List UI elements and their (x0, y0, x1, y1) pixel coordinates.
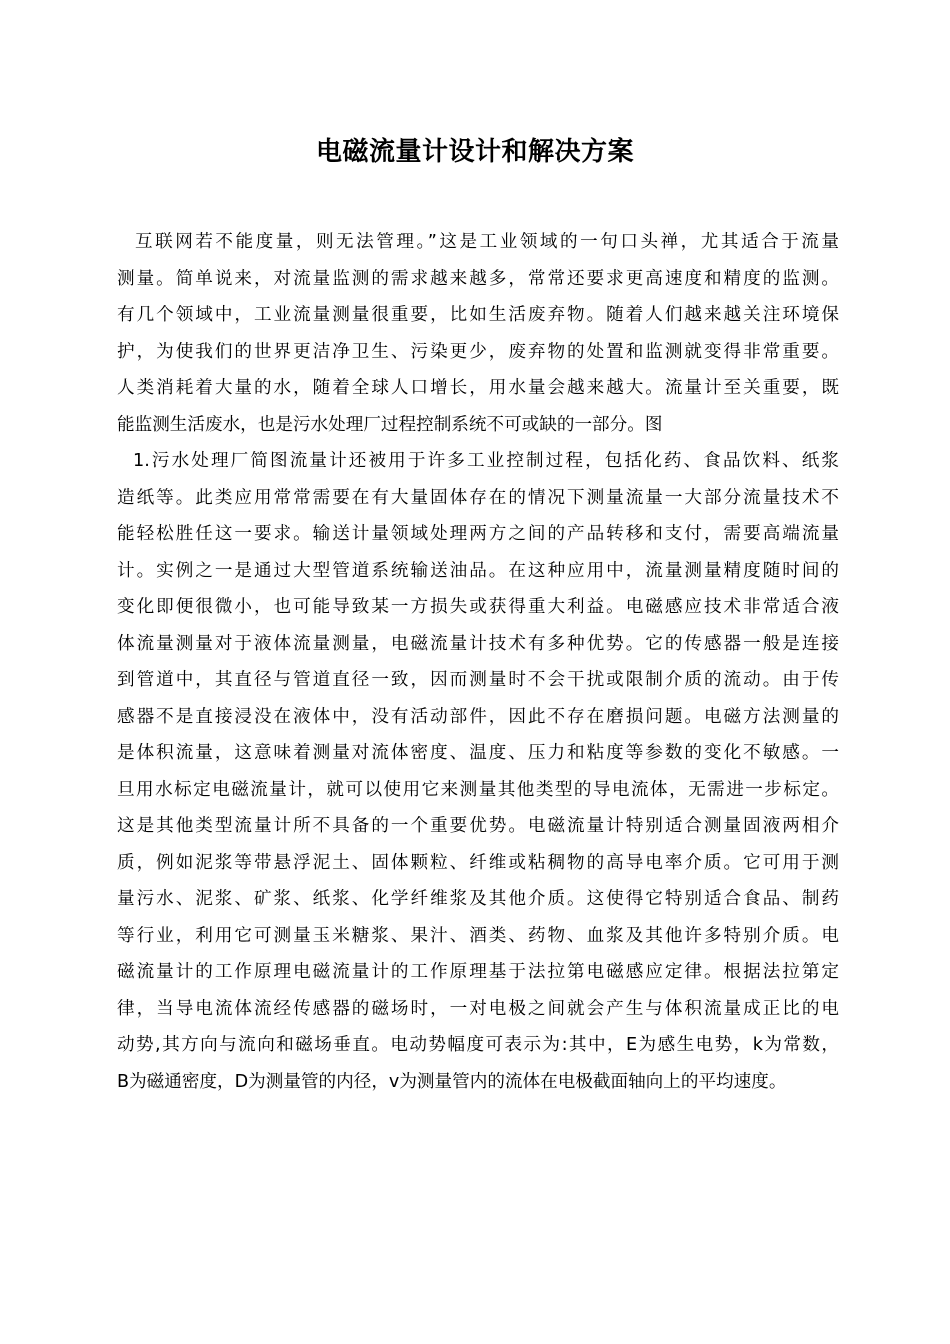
paragraph-line: 质，例如泥浆等带悬浮泥土、固体颗粒、纤维或粘稠物的高导电率介质。它可用于测 (117, 852, 839, 873)
paragraph-line: 能监测生活废水，也是污水处理厂过程控制系统不可或缺的一部分。图 (117, 414, 663, 435)
paragraph-line: 旦用水标定电磁流量计，就可以使用它来测量其他类型的导电流体，无需进一步标定。 (117, 779, 839, 800)
paragraph-line: 量污水、泥浆、矿浆、纸浆、化学纤维浆及其他介质。这使得它特别适合食品、制药 (117, 889, 839, 909)
paragraph-line: 能轻松胜任这一要求。输送计量领域处理两方之间的产品转移和支付，需要高端流量 (117, 524, 839, 544)
paragraph-line: 人类消耗着大量的水，随着全球人口增长，用水量会越来越大。流量计至关重要，既 (117, 378, 839, 398)
document-title: 电磁流量计设计和解决方案 (315, 137, 634, 167)
paragraph-line: 互联网若不能度量，则无法管理。”这是工业领域的一句口头禅，尤其适合于流量 (135, 232, 839, 252)
paragraph-line: 测量。简单说来，对流量监测的需求越来越多，常常还要求更高速度和精度的监测。 (117, 268, 839, 289)
paragraph-line: 这是其他类型流量计所不具备的一个重要优势。电磁流量计特别适合测量固液两相介 (117, 816, 839, 836)
paragraph-line: 动势,其方向与流向和磁场垂直。电动势幅度可表示为:其中，E为感生电势，k为常数， (117, 1035, 839, 1055)
paragraph-line: B为磁通密度，D为测量管的内径，v为测量管内的流体在电极截面轴向上的平均速度。 (117, 1071, 787, 1092)
paragraph-line: 等行业，利用它可测量玉米糖浆、果汁、酒类、药物、血浆及其他许多特别介质。电 (117, 925, 839, 946)
paragraph-line: 造纸等。此类应用常常需要在有大量固体存在的情况下测量流量一大部分流量技术不 (117, 487, 839, 508)
paragraph-line: 变化即便很微小，也可能导致某一方损失或获得重大利益。电磁感应技术非常适合液 (117, 597, 839, 617)
paragraph-line: 护，为使我们的世界更洁净卫生、污染更少，废弃物的处置和监测就变得非常重要。 (117, 341, 839, 362)
paragraph-line: 是体积流量，这意味着测量对流体密度、温度、压力和粘度等参数的变化不敏感。一 (117, 743, 839, 763)
paragraph-line: 体流量测量对于液体流量测量，电磁流量计技术有多种优势。它的传感器一般是连接 (117, 633, 839, 654)
paragraph-line: 有几个领域中，工业流量测量很重要，比如生活废弃物。随着人们越来越关注环境保 (117, 305, 839, 325)
paragraph-line: 计。实例之一是通过大型管道系统输送油品。在这种应用中，流量测量精度随时间的 (117, 560, 839, 581)
paragraph-line: 到管道中，其直径与管道直径一致，因而测量时不会干扰或限制介质的流动。由于传 (117, 670, 839, 690)
paragraph-line: 1.污水处理厂简图流量计还被用于许多工业控制过程，包括化药、食品饮料、纸浆 (133, 451, 839, 471)
paragraph-line: 磁流量计的工作原理电磁流量计的工作原理基于法拉第电磁感应定律。根据法拉第定 (117, 962, 839, 982)
document-body (117, 224, 839, 1100)
paragraph-line: 感器不是直接浸没在液体中，没有活动部件，因此不存在磨损问题。电磁方法测量的 (117, 706, 839, 727)
paragraph-line: 律，当导电流体流经传感器的磁场时，一对电极之间就会产生与体积流量成正比的电 (117, 998, 839, 1019)
